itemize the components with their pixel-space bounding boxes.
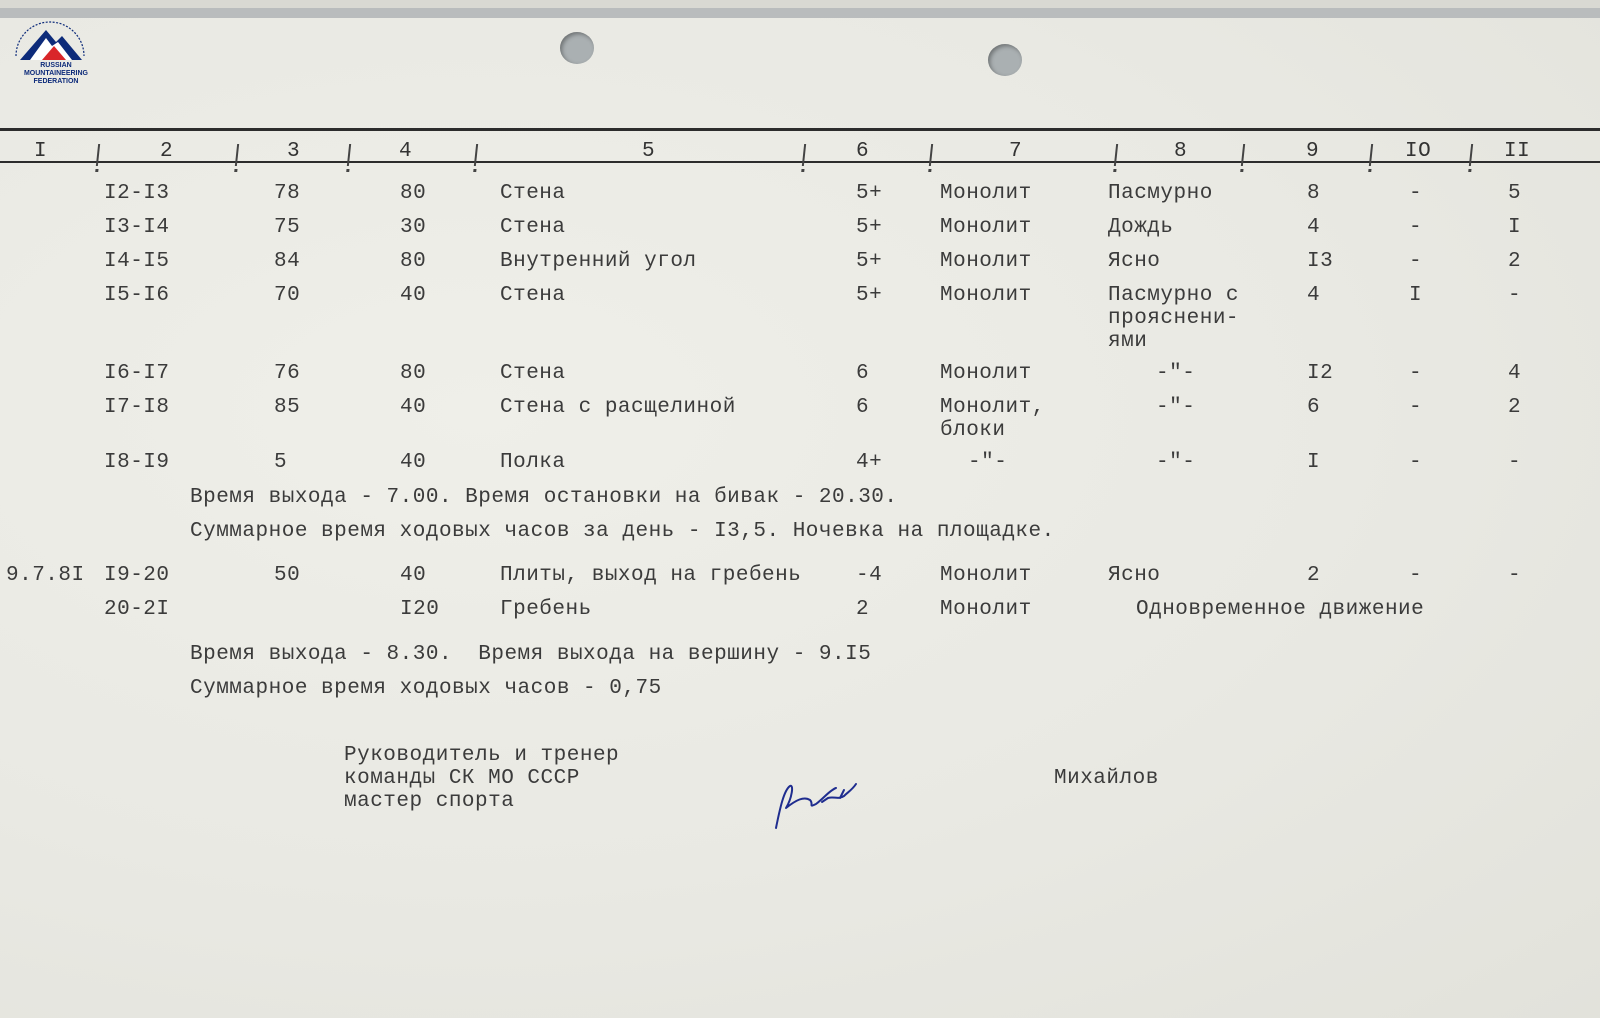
cell-other: - <box>1508 451 1522 474</box>
cell-bolts: - <box>1409 396 1423 419</box>
cell-weather: -"- <box>1156 362 1196 385</box>
cell-section: I5-I6 <box>104 284 170 307</box>
signature <box>770 778 860 836</box>
cell-section: I9-20 <box>104 564 170 587</box>
cell-bolts: - <box>1409 362 1423 385</box>
cell-steepness: 70 <box>274 284 301 307</box>
cell-pitons: 8 <box>1307 182 1321 205</box>
cell-steepness: 76 <box>274 362 301 385</box>
note-day1-time: Время выхода - 7.00. Время остановки на бивак - 20.30. <box>190 486 898 509</box>
cell-steepness: 84 <box>274 250 301 273</box>
cell-other: 4 <box>1508 362 1522 385</box>
cell-bolts: - <box>1409 451 1423 474</box>
header-col-3: 3 <box>287 140 301 163</box>
logo-line-1: RUSSIAN <box>40 62 72 69</box>
cell-weather: Пасмурно с прояснени- ями <box>1108 284 1240 353</box>
cell-length: 80 <box>400 182 427 205</box>
cell-difficulty: 4+ <box>856 451 883 474</box>
sheet-top-edge <box>0 8 1600 18</box>
cell-weather: Ясно <box>1108 250 1161 273</box>
header-col-10: IO <box>1405 140 1432 163</box>
cell-section: I6-I7 <box>104 362 170 385</box>
cell-pitons: I <box>1307 451 1321 474</box>
cell-length: 40 <box>400 396 427 419</box>
cell-difficulty: 5+ <box>856 284 883 307</box>
cell-length: 40 <box>400 564 427 587</box>
note-day1-total: Суммарное время ходовых часов за день - I3,5. Ночевка на площадке. <box>190 520 1055 543</box>
cell-length: 80 <box>400 362 427 385</box>
cell-rock: Монолит, блоки <box>940 396 1045 442</box>
cell-section: I3-I4 <box>104 216 170 239</box>
cell-pitons: I3 <box>1307 250 1334 273</box>
cell-section: 20-2I <box>104 598 170 621</box>
cell-date: 9.7.8I <box>6 564 85 587</box>
cell-section: I8-I9 <box>104 451 170 474</box>
cell-pitons: 4 <box>1307 284 1321 307</box>
cell-relief: Гребень <box>500 598 592 621</box>
cell-weather: -"- <box>1156 451 1196 474</box>
cell-pitons: 6 <box>1307 396 1321 419</box>
signatory-title-line-1: Руководитель и тренер <box>344 744 620 767</box>
document-sheet <box>0 8 1600 1018</box>
header-col-9: 9 <box>1306 140 1320 163</box>
cell-rock: Монолит <box>940 250 1032 273</box>
cell-rock: -"- <box>968 451 1008 474</box>
cell-difficulty: 5+ <box>856 182 883 205</box>
cell-rock: Монолит <box>940 216 1032 239</box>
cell-pitons: 4 <box>1307 216 1321 239</box>
cell-length: 80 <box>400 250 427 273</box>
signatory-name: Михайлов <box>1054 767 1159 790</box>
cell-rock: Монолит <box>940 284 1032 307</box>
cell-relief: Стена <box>500 362 566 385</box>
cell-bolts: - <box>1409 182 1423 205</box>
cell-weather: Одновременное движение <box>1136 598 1425 621</box>
cell-difficulty: 2 <box>856 598 870 621</box>
cell-bolts: I <box>1409 284 1423 307</box>
cell-bolts: - <box>1409 564 1423 587</box>
cell-steepness: 78 <box>274 182 301 205</box>
header-col-2: 2 <box>160 140 174 163</box>
cell-section: I2-I3 <box>104 182 170 205</box>
punch-hole <box>560 32 594 64</box>
mountain-logo-icon <box>6 16 94 68</box>
cell-other: 2 <box>1508 250 1522 273</box>
cell-rock: Монолит <box>940 564 1032 587</box>
cell-section: I7-I8 <box>104 396 170 419</box>
cell-length: I20 <box>400 598 440 621</box>
cell-pitons: 2 <box>1307 564 1321 587</box>
cell-difficulty: 6 <box>856 396 870 419</box>
cell-pitons: I2 <box>1307 362 1334 385</box>
cell-weather: Ясно <box>1108 564 1161 587</box>
cell-difficulty: 5+ <box>856 216 883 239</box>
cell-relief: Внутренний угол <box>500 250 697 273</box>
header-col-7: 7 <box>1009 140 1023 163</box>
cell-other: - <box>1508 284 1522 307</box>
federation-logo <box>6 16 94 90</box>
table-top-rule <box>0 128 1600 131</box>
cell-difficulty: 6 <box>856 362 870 385</box>
header-col-1: I <box>34 140 48 163</box>
cell-steepness: 50 <box>274 564 301 587</box>
cell-weather: -"- <box>1156 396 1196 419</box>
header-col-4: 4 <box>399 140 413 163</box>
cell-other: I <box>1508 216 1522 239</box>
cell-difficulty: -4 <box>856 564 883 587</box>
cell-rock: Монолит <box>940 182 1032 205</box>
header-col-11: II <box>1504 140 1531 163</box>
signatory-title-line-3: мастер спорта <box>344 790 515 813</box>
cell-steepness: 75 <box>274 216 301 239</box>
note-day2-total: Суммарное время ходовых часов - 0,75 <box>190 677 662 700</box>
cell-steepness: 5 <box>274 451 288 474</box>
cell-relief: Полка <box>500 451 566 474</box>
cell-relief: Стена <box>500 216 566 239</box>
header-col-5: 5 <box>642 140 656 163</box>
cell-other: - <box>1508 564 1522 587</box>
header-bottom-rule <box>0 161 1600 163</box>
cell-weather: Дождь <box>1108 216 1174 239</box>
cell-relief: Стена с расщелиной <box>500 396 736 419</box>
logo-line-2: MOUNTAINEERING <box>23 70 89 77</box>
cell-rock: Монолит <box>940 598 1032 621</box>
cell-section: I4-I5 <box>104 250 170 273</box>
cell-bolts: - <box>1409 216 1423 239</box>
header-col-8: 8 <box>1174 140 1188 163</box>
cell-rock: Монолит <box>940 362 1032 385</box>
logo-line-3: FEDERATION <box>33 78 79 85</box>
cell-weather: Пасмурно <box>1108 182 1213 205</box>
cell-steepness: 85 <box>274 396 301 419</box>
cell-bolts: - <box>1409 250 1423 273</box>
cell-length: 40 <box>400 451 427 474</box>
cell-relief: Стена <box>500 284 566 307</box>
note-day2-time: Время выхода - 8.30. Время выхода на вершину - 9.I5 <box>190 643 872 666</box>
signatory-title-line-2: команды СК МО СССР <box>344 767 580 790</box>
header-col-6: 6 <box>856 140 870 163</box>
punch-hole <box>988 44 1022 76</box>
cell-other: 2 <box>1508 396 1522 419</box>
cell-relief: Стена <box>500 182 566 205</box>
cell-other: 5 <box>1508 182 1522 205</box>
cell-length: 40 <box>400 284 427 307</box>
cell-relief: Плиты, выход на гребень <box>500 564 802 587</box>
cell-length: 30 <box>400 216 427 239</box>
cell-difficulty: 5+ <box>856 250 883 273</box>
